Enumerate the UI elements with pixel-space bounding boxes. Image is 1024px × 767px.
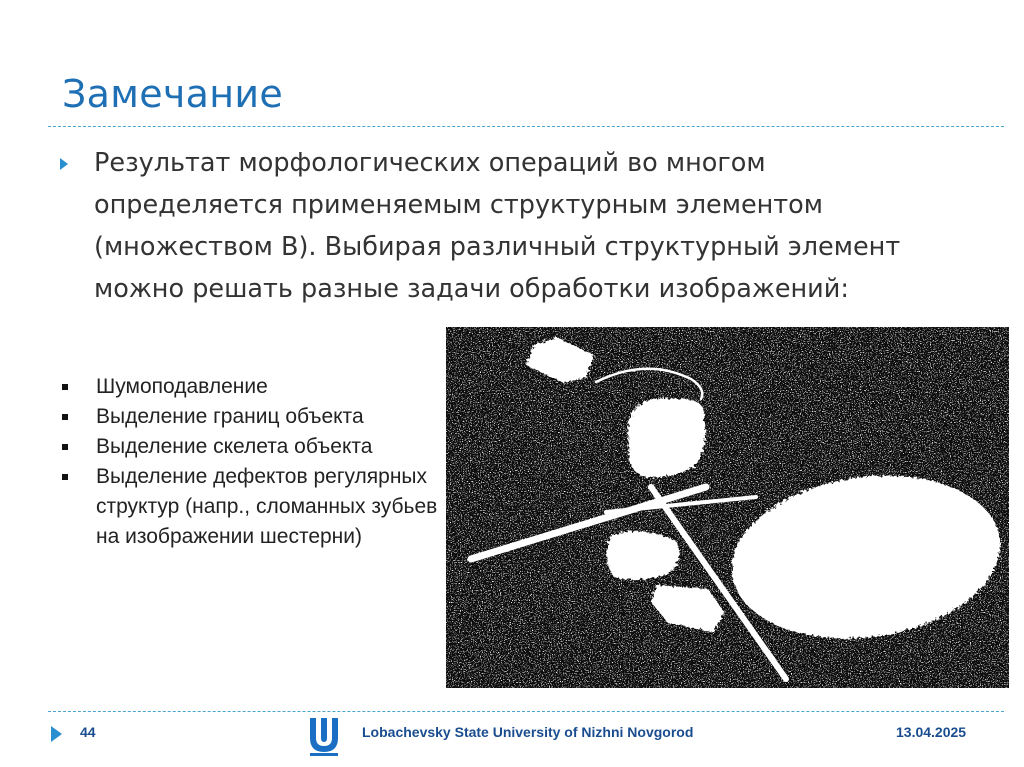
- title-divider: [48, 126, 1004, 127]
- play-arrow-icon[interactable]: [51, 726, 62, 742]
- page-number: 44: [80, 724, 96, 740]
- noisy-binary-image: [446, 327, 1009, 688]
- square-bullet-icon: [62, 414, 68, 420]
- list-item: [58, 432, 438, 462]
- square-bullet-icon: [62, 384, 68, 390]
- list-item-text: Шумоподавление: [96, 375, 268, 398]
- main-bullet-text: Результат морфологических операций во многом определяется применяемым структурным элементом (множеством B). Выбирая различный структурный элемент можно решать разные задачи обработки изображений:: [94, 148, 901, 304]
- list-item: [58, 372, 438, 402]
- square-bullet-icon: [62, 474, 68, 480]
- slide-date: 13.04.2025: [896, 724, 967, 740]
- list-item: [58, 462, 438, 552]
- unn-logo-icon: [306, 716, 342, 756]
- list-item: [58, 402, 438, 432]
- slide-title: Замечание: [62, 72, 284, 116]
- bullet-arrow-icon: [60, 158, 68, 170]
- sub-bullet-list: [58, 372, 438, 552]
- list-item-text: Выделение скелета объекта: [96, 435, 373, 458]
- footer-divider: [48, 711, 1004, 712]
- square-bullet-icon: [62, 444, 68, 450]
- university-name: Lobachevsky State University of Nizhni Novgorod: [362, 724, 694, 740]
- list-item-text: Выделение границ объекта: [96, 405, 364, 428]
- list-item-text: Выделение дефектов регулярных структур (напр., сломанных зубьев на изображении шестерни): [96, 465, 438, 548]
